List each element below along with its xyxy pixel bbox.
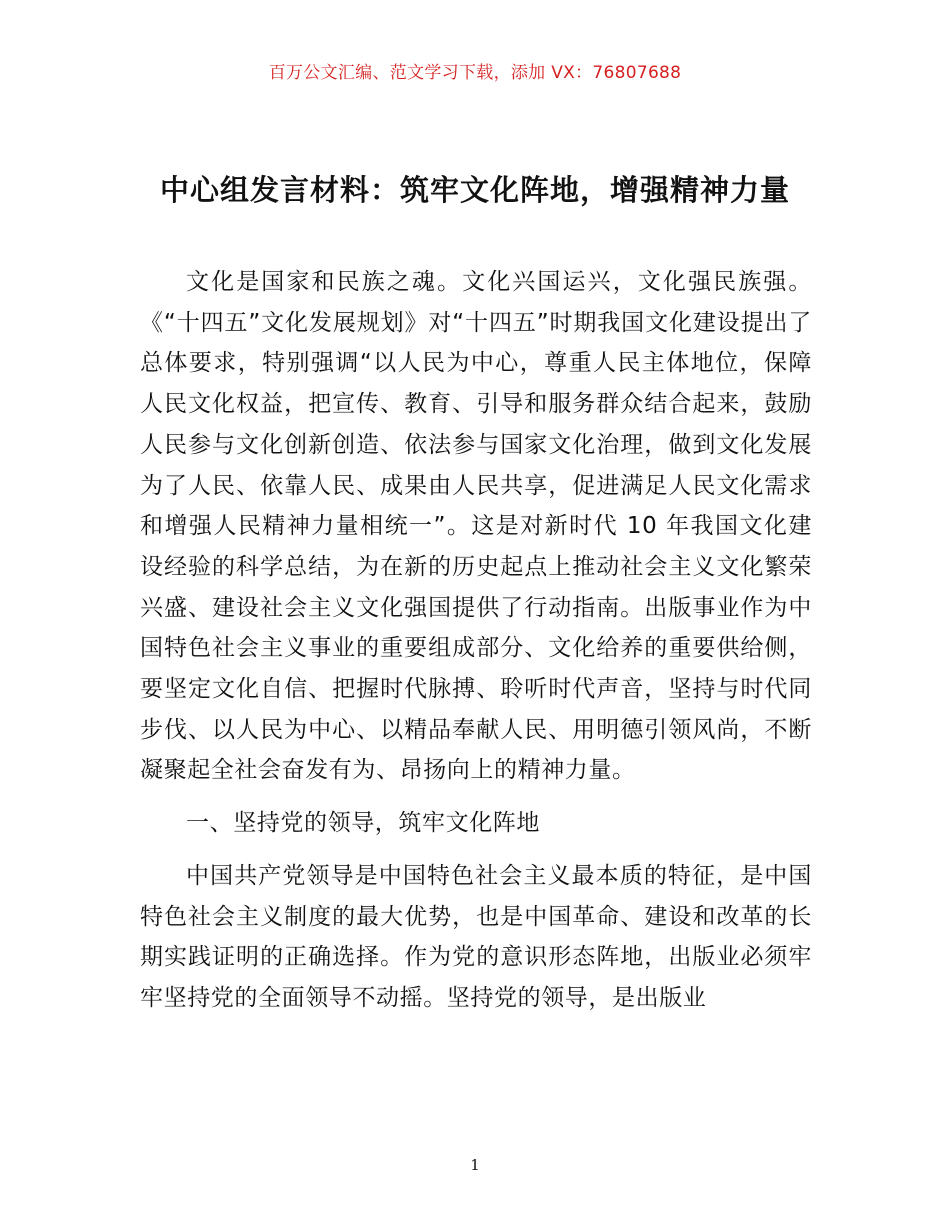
section-heading: 一、坚持党的领导，筑牢文化阵地 bbox=[186, 810, 540, 837]
document-title: 中心组发言材料：筑牢文化阵地，增强精神力量 bbox=[159, 173, 790, 207]
document-body bbox=[140, 262, 812, 1031]
watermark-header: 百万公文汇编、范文学习下载，添加 VX：76807688 bbox=[268, 63, 682, 83]
section-paragraph: 中国共产党领导是中国特色社会主义最本质的特征，是中国特色社会主义制度的最大优势，也是中国革命、建设和改革的长期实践证明的正确选择。作为党的意识形态阵地，出版业必须牢牢坚持党的全面领导不动摇。坚持党的领导，是出版业 bbox=[140, 862, 812, 1011]
intro-paragraph: 文化是国家和民族之魂。文化兴国运兴，文化强民族强。《“十四五”文化发展规划》对“十四五”时期我国文化建设提出了总体要求，特别强调“以人民为中心，尊重人民主体地位，保障人民文化权益，把宣传、教育、引导和服务群众结合起来，鼓励人民参与文化创新创造、依法参与国家文化治理，做到文化发展为了人民、依靠人民、成果由人民共享，促进满足人民文化需求和增强人民精神力量相统一”。这是对新时代 10 年我国文化建设经验的科学总结，为在新的历史起点上推动社会主义文化繁荣兴盛、建设社会主义文化强国提供了行动指南。出版事业作为中国特色社会主义事业的重要组成部分、文化给养的重要供给侧，要坚定文化自信、把握时代脉搏、聆听时代声音，坚持与时代同步伐、以人民为中心、以精品奉献人民、用明德引领风尚，不断凝聚起全社会奋发有为、昂扬向上的精神力量。 bbox=[140, 269, 812, 784]
page-number: 1 bbox=[470, 1156, 480, 1174]
